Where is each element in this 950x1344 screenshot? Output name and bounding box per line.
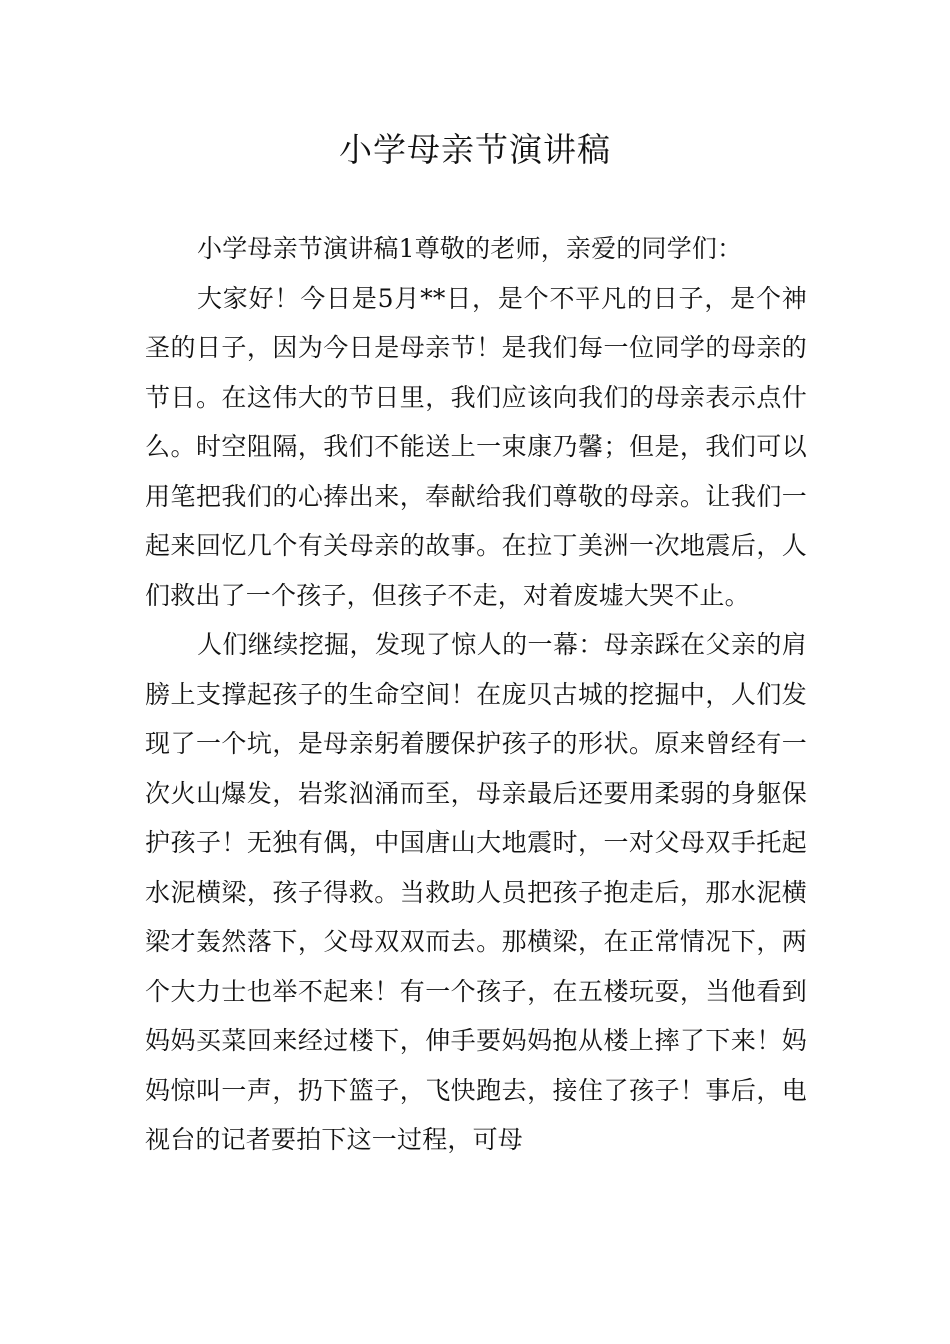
document-title: 小学母亲节演讲稿 bbox=[339, 130, 611, 169]
paragraph-greeting: 小学母亲节演讲稿1尊敬的老师，亲爱的同学们： bbox=[197, 234, 743, 263]
paragraph-stories: 人们继续挖掘，发现了惊人的一幕：母亲踩在父亲的肩膀上支撑起孩子的生命空间！在庞贝古城的挖掘中，人们发现了一个坑，是母亲躬着腰保护孩子的形状。原来曾经有一次火山爆发，岩浆汹涌而至，母亲最后还要用柔弱的身躯保护孩子！无独有偶，中国唐山大地震时，一对父母双手托起水泥横梁，孩子得救。当救助人员把孩子抱走后，那水泥横梁才轰然落下，父母双双而去。那横梁，在正常情况下，两个大力士也举不起来！有一个孩子，在五楼玩耍，当他看到妈妈买菜回来经过楼下，伸手要妈妈抱从楼上摔了下来！妈妈惊叫一声，扔下篮子，飞快跑去，接住了孩子！事后，电视台的记者要拍下这一过程，可母 bbox=[145, 630, 807, 1154]
paragraph-intro: 大家好！今日是5月**日，是个不平凡的日子，是个神圣的日子，因为今日是母亲节！是我们每一位同学的母亲的节日。在这伟大的节日里，我们应该向我们的母亲表示点什么。时空阻隔，我们不能送上一束康乃馨；但是，我们可以用笔把我们的心捧出来，奉献给我们尊敬的母亲。让我们一起来回忆几个有关母亲的故事。在拉丁美洲一次地震后，人们救出了一个孩子，但孩子不走，对着废墟大哭不止。 bbox=[145, 283, 807, 610]
document-body bbox=[145, 224, 807, 1165]
